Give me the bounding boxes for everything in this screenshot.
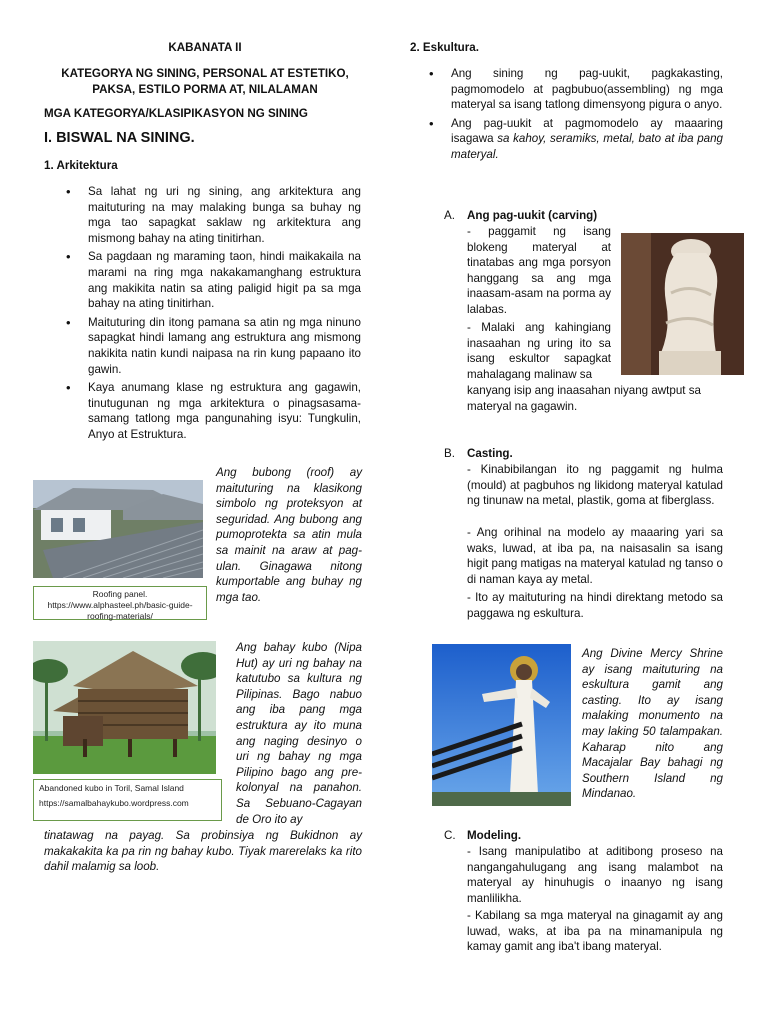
roof-caption-url: https://www.alphasteel.ph/basic-guide-roofing-materials/ <box>47 600 193 621</box>
a-letter: A. <box>444 209 455 222</box>
kubo-caption-title: Abandoned kubo in Toril, Samal Island <box>39 783 184 793</box>
list-item <box>427 116 723 163</box>
bahay-kubo-photo <box>33 641 216 774</box>
carving-text-2b: kanyang isip ang inaasahan niyang awtput sa materyal na gagawin. <box>467 384 701 413</box>
shrine-description: Ang Divine Mercy Shrine ay isang maituturing na eskultura gamit ang casting. Ito ay isang malaking monumento na may laking 50 talampakan. Kaharap nito ang Macajalar Bay bahagi ng Southern Island ng Mindanao. <box>582 647 723 801</box>
list-item: • Sa lahat ng uri ng sining, ang arkitektura ang maituturing na may malaking bunga sa buhay ng mga tao sapagkat saklaw ng arkitektura ang mismong bahay na ating tinitirhan. <box>64 184 361 246</box>
roof-caption-title: Roofing panel. <box>92 589 148 599</box>
b-letter: B. <box>444 447 455 460</box>
c-letter: C. <box>444 829 456 842</box>
bullet-2-italic: sa kahoy, seramiks, metal, bato at iba pang materyal. <box>451 132 723 161</box>
chapter-label: KABANATA II <box>168 41 242 54</box>
title-line-2: PAKSA, ESTILO PORMA AT, NILALAMAN <box>92 83 318 96</box>
list-item: • Maituturing din itong pamana sa atin ng mga ninuno sapagkat hindi lamang ang estruktura ang mismong nakikita natin kundi naipasa na rin kung papaano ito gawin. <box>64 315 361 377</box>
divine-mercy-shrine-photo <box>432 644 571 806</box>
categories-subheading: MGA KATEGORYA/KLASIPIKASYON NG SINING <box>44 107 308 120</box>
roof-caption <box>33 586 207 620</box>
arkitektura-title: 1. Arkitektura <box>44 159 118 172</box>
casting-text-3: - Ito ay maituturing na hindi direktang metodo sa paggawa ng eskultura. <box>467 591 723 620</box>
casting-text-1: - Kinabibilangan ito ng paggamit ng hulma (mould) at pagbuhos ng likidong materyal katulad ng tinunaw na metal, plastik, goma at fiberglass. <box>467 463 723 508</box>
arkitektura-bullets <box>64 184 361 446</box>
carving-text-1: - paggamit ng isang blokeng materyal at tinatabas ang mga porsyon hanggang sa ang mga inaasam-asam na porma ay lalabas. <box>467 225 611 316</box>
carved-statue-photo <box>621 233 744 375</box>
list-item: • Kaya anumang klase ng estruktura ang gagawin, tinutugunan ng mga arkitektura o pinagsasama-samang tatlong mga pangunahing isyu: Tungkulin, Anyo at Estruktura. <box>64 380 361 442</box>
list-item: • Ang sining ng pag-uukit, pagkakasting, pagmomodelo at pagbubuo(assembling) ng mga materyal sa isang tatlong dimensyong pigura o anyo. <box>427 66 723 113</box>
roof-description: Ang bubong (roof) ay maituturing na klasikong simbolo ng proteksyon at seguridad. Ang bubong ang pumoprotekta sa atin mula sa mainit na araw at pag-ulan. Ginagawa nitong kumportable ang buhay ng mga tao. <box>216 466 362 604</box>
list-item: • Sa pagdaan ng maraming taon, hindi maikakaila na marami na ring mga nakakamanghang estruktura ang makikita natin sa ating paligid higit pa sa mga bahay na ating tinitirhan. <box>64 249 361 311</box>
modeling-text-1: - Isang manipulatibo at aditibong proseso na nangangahulugang ang isang malambot na materyal ay hinuhugis o inaanyo ng isang manlilikha. <box>467 845 723 905</box>
section-title: I. BISWAL NA SINING. <box>44 130 195 146</box>
roof-photo <box>33 480 203 578</box>
casting-text-2: - Ang orihinal na modelo ay maaaring yari sa waks, luwad, at iba pa, na naisasalin sa isang higit pang matigas na materyal katulad ng tanso o di naman kaya ay metal. <box>467 526 723 586</box>
bullet-2-plain: Ang pag-uukit at pagmomodelo ay maaaring isagawa <box>451 116 723 146</box>
title-line-1: KATEGORYA NG SINING, PERSONAL AT ESTETIKO, <box>61 67 349 80</box>
carving-title: Ang pag-uukit (carving) <box>467 209 598 222</box>
modeling-text-2: - Kabilang sa mga materyal na ginagamit ay ang luwad, waks, at iba pa na minamanipula ng kamay gamit ang iba't ibang materyal. <box>467 909 723 954</box>
modeling-title: Modeling. <box>467 829 522 842</box>
casting-title: Casting. <box>467 447 513 460</box>
carving-text-2a: - Malaki ang kahingiang inasaahan ng uring ito sa isang eskultor sapagkat mahalagang malinaw sa <box>467 321 611 381</box>
kubo-caption <box>33 779 222 821</box>
kubo-description-full: tinatawag na payag. Sa probinsiya ng Bukidnon ay makakakita ka pa rin ng bahay kubo. Tiyak marerelaks ka rito dahil malamig sa loob. <box>44 829 362 874</box>
kubo-caption-url: https://samalbahaykubo.wordpress.com <box>39 798 189 808</box>
eskultura-bullets <box>427 66 723 166</box>
eskultura-title: 2. Eskultura. <box>410 41 479 54</box>
kubo-description-side: Ang bahay kubo (Nipa Hut) ay uri ng bahay na katutubo sa kultura ng Pilipinas. Bago nabuo ang iba pang mga estruktura ay ito muna ang naging desinyo o uri ng bahay ng mga Pilipino bago ang pre-kolonyal na panahon. Sa Sebuano-Cagayan de Oro ito ay <box>236 641 362 826</box>
